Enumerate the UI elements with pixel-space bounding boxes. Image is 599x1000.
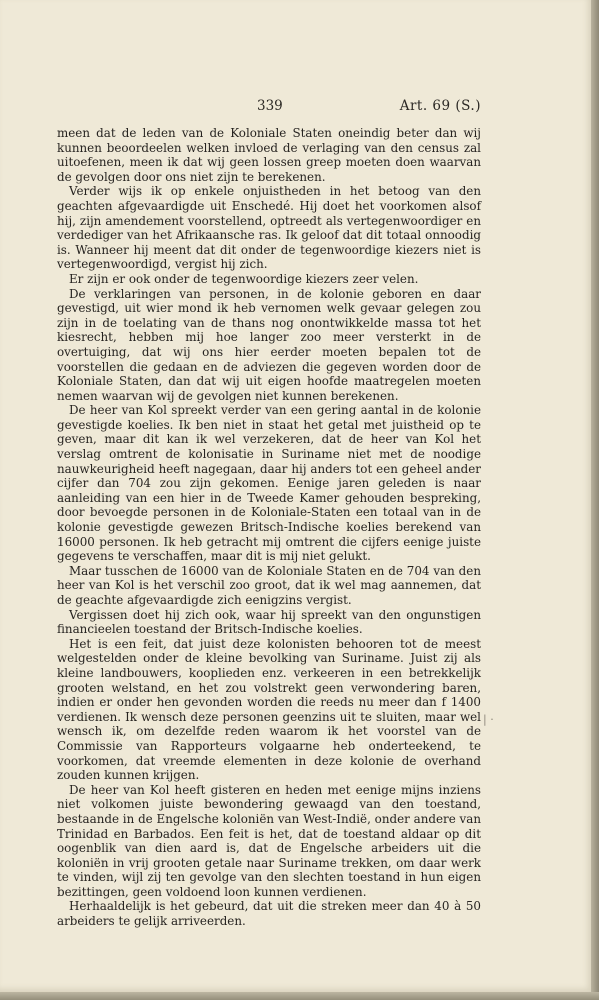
body-text [57,126,481,929]
paragraph: De heer van Kol heeft gisteren en heden met eenige mijns inziens niet volkomen juiste bewondering gewaagd van den toestand, bestaande in de Engelsche koloniën van West-Indië, onder andere van Trinidad en Barbados. Een feit is het, dat de toestand aldaar op dit oogenblik van dien aard is, dat de Engelsche arbeiders uit die koloniën in vrij grooten getale naar Suriname trekken, om daar werk te vinden, wijl zij ten gevolge van den slechten toestand in hun eigen bezittingen, geen voldoend loon kunnen verdienen. [57,782,481,899]
paragraph: meen dat de leden van de Koloniale Staten oneindig beter dan wij kunnen beoordeelen welken invloed de verlaging van den census zal uitoefenen, meen ik dat wij geen lossen greep moeten doen waarvan de gevolgen door ons niet zijn te berekenen. [57,126,481,184]
paragraph: Verder wijs ik op enkele onjuistheden in het betoog van den geachten afgevaardigde uit Enschedé. Hij doet het voorkomen alsof hij, zijn amendement voorstellend, optreedt als vertegenwoordiger en verdediger van het Afrikaansche ras. Ik geloof dat dit totaal onnoodig is. Wanneer hij meent dat dit onder de tegenwoordige kiezers niet is vertegenwoordigd, vergist hij zich. [57,184,481,272]
paragraph: De verklaringen van personen, in de kolonie geboren en daar gevestigd, uit wier mond ik heb vernomen welk gevaar gelegen zou zijn in de toelating van de thans nog onontwikkelde massa tot het kiesrecht, hebben mij hoe langer zoo meer versterkt in de overtuiging, dat wij ons hier eerder moeten bepalen tot de voorstellen die gedaan en de adviezen die gegeven worden door de Koloniale Staten, dan dat wij uit eigen hoofde maatregelen moeten nemen waarvan wij de gevolgen niet kunnen berekenen. [57,286,481,403]
page-header [57,98,481,116]
margin-mark-icon: | · [483,713,494,726]
paragraph: Maar tusschen de 16000 van de Koloniale Staten en de 704 van den heer van Kol is het verschil zoo groot, dat ik wel mag aannemen, dat de geachte afgevaardigde zich eenigzins vergist. [57,563,481,607]
page-number: 339 [257,98,283,114]
page-edge-bottom [0,992,599,1000]
paragraph: Herhaaldelijk is het gebeurd, dat uit die streken meer dan 40 à 50 arbeiders te gelijk arriveerden. [57,899,481,929]
article-reference: Art. 69 (S.) [399,98,481,114]
paragraph: Vergissen doet hij zich ook, waar hij spreekt van den ongunstigen financieelen toestand der Britsch-Indische koelies. [57,607,481,637]
paragraph: Er zijn er ook onder de tegenwoordige kiezers zeer velen. [69,271,419,286]
paragraph: De heer van Kol spreekt verder van een gering aantal in de kolonie gevestigde koelies. Ik ben niet in staat het getal met juistheid op te geven, maar dit kan ik wel verzekeren, dat de heer van Kol het verslag omtrent de kolonisatie in Suriname niet met de noodige nauwkeurigheid heeft nagegaan, daar hij anders tot een geheel ander cijfer dan 704 zou zijn gekomen. Eenige jaren geleden is naar aanleiding van een hier in de Tweede Kamer gehouden bespreking, door bevoegde personen in de Koloniale-Staten een totaal van in de kolonie gevestigde gewezen Britsch-Indische koelies berekend van 16000 personen. Ik heb getracht mij omtrent die cijfers eenige juiste gegevens te verschaffen, maar dit is mij niet gelukt. [57,403,481,564]
page-edge-right [591,0,599,1000]
paragraph: Het is een feit, dat juist deze kolonisten behooren tot de meest welgestelden onder de kleine bevolking van Suriname. Juist zij als kleine landbouwers, kooplieden enz. verkeeren in een betrekkelijk grooten welstand, en het zou volstrekt geen verwondering baren, indien er onder hen gevonden worden die reeds nu meer dan f 1400 verdienen. Ik wensch deze personen geenzins uit te sluiten, maar wel wensch ik, om dezelfde reden waarom ik het voorstel van de Commissie van Rapporteurs volgaarne heb onderteekend, te voorkomen, dat vreemde elementen in deze kolonie de overhand zouden kunnen krijgen. [57,636,481,783]
